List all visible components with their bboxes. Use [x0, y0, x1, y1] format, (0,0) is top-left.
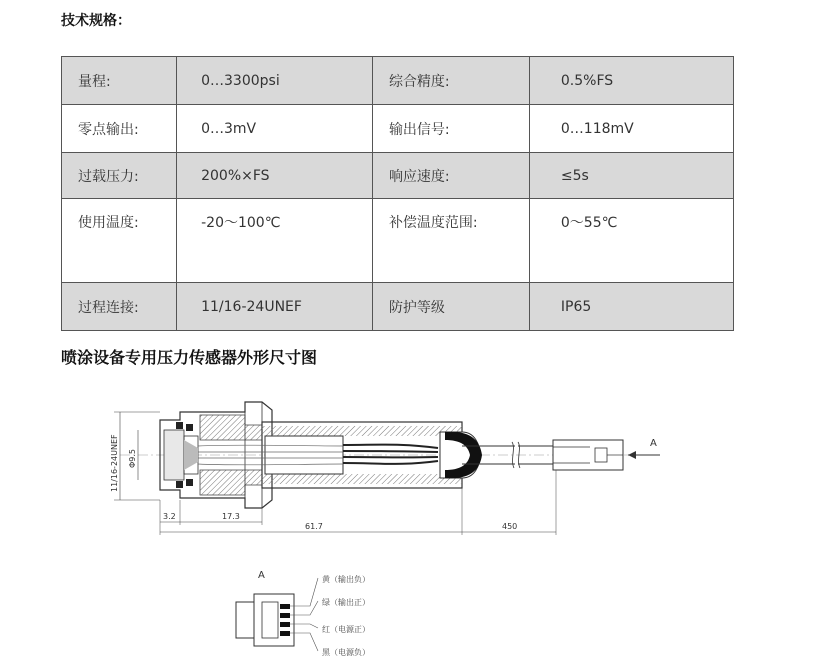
spec-section-title: 技术规格： — [61, 13, 131, 29]
connector-face — [236, 594, 294, 646]
spec-label: 输出信号: — [372, 105, 529, 153]
spec-label: 使用温度: — [62, 199, 177, 283]
bore-label: Φ9.5 — [128, 448, 137, 468]
cable-gland — [440, 432, 482, 479]
view-marker: A — [650, 438, 657, 449]
spec-value: 11/16-24UNEF — [177, 283, 373, 331]
spec-value: 0～55℃ — [529, 199, 733, 283]
spec-value: -20～100℃ — [177, 199, 373, 283]
drawing-section-title: 喷涂设备专用压力传感器外形尺寸图 — [61, 348, 318, 367]
spec-label: 综合精度: — [372, 57, 529, 105]
spec-label: 防护等级 — [372, 283, 529, 331]
spec-value: 0.5%FS — [529, 57, 733, 105]
spec-value: 0…118mV — [529, 105, 733, 153]
dimension-value: 61.7 — [305, 522, 323, 531]
left-dimensions — [114, 412, 160, 500]
spec-label: 响应速度: — [372, 153, 529, 199]
spec-label: 补偿温度范围: — [372, 199, 529, 283]
dimension-value: 17.3 — [222, 512, 240, 521]
dimension-value: 450 — [502, 522, 518, 531]
spec-value: IP65 — [529, 283, 733, 331]
view-arrow — [628, 451, 660, 459]
spec-value: 0…3300psi — [177, 57, 373, 105]
internal-wires — [343, 445, 438, 464]
spec-value: 200%×FS — [177, 153, 373, 199]
rj-plug — [553, 440, 623, 470]
spec-value: 0…3mV — [177, 105, 373, 153]
wire-label: 红（电源正） — [322, 625, 370, 634]
spec-value: ≤5s — [529, 153, 733, 199]
spec-label: 过载压力: — [62, 153, 177, 199]
thread-label: 11/16-24UNEF — [110, 434, 119, 492]
spec-label: 量程: — [62, 57, 177, 105]
spec-label: 过程连接: — [62, 283, 177, 331]
dimension-value: 3.2 — [163, 512, 176, 521]
diaphragm-assembly — [164, 422, 198, 488]
connector-view-label: A — [258, 570, 265, 581]
wire-label: 黄（输出负） — [322, 575, 370, 584]
wire-label: 绿（输出正） — [322, 598, 370, 607]
spec-label: 零点输出: — [62, 105, 177, 153]
wire-label: 黑（电源负） — [322, 648, 370, 657]
